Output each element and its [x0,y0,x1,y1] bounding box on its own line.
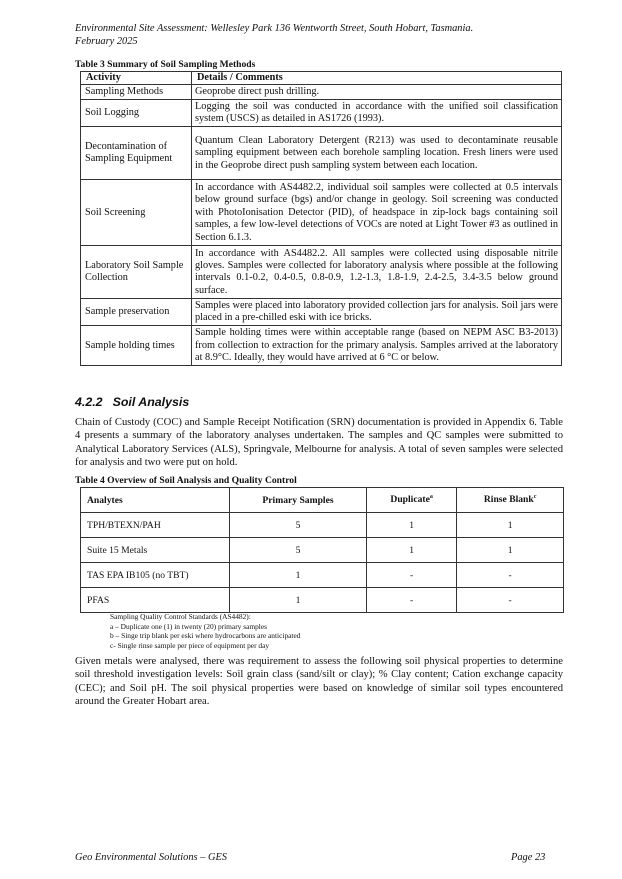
soil-analysis-table [80,487,564,613]
sampling-methods-table [80,71,562,366]
rinse-cell: - [457,588,564,613]
table-row [81,299,562,326]
primary-cell: 5 [230,538,367,563]
details-cell: Sample holding times were within acceptable range (based on NEPM ASC B3-2013) from collection to extraction for the primary analysis. Samples arrived at the laboratory at 8.9°C. Ideally, they would have arrived at 6 °C or below. [192,326,562,366]
details-cell: In accordance with AS4482.2, individual soil samples were collected at 0.5 intervals below ground surface (bgs) and/or change in geology. Soil screening was conducted with PhotoIonisation Detector (PID), of headspace in zip-lock bags containing soil samples, a few low-level detections of VOCs are noted at Light Tower #3 as outlined in Section 6.1.3. [192,180,562,246]
table-row [81,588,564,613]
table-row [81,538,564,563]
activity-cell: Decontamination of Sampling Equipment [81,127,192,180]
table-row [81,85,562,100]
details-cell: Geoprobe direct push drilling. [192,85,562,100]
table-row [81,127,562,180]
details-cell: Logging the soil was conducted in accordance with the unified soil classification system (USCS) as detailed in AS1726 (1993). [192,100,562,127]
column-header-duplicate [367,488,457,513]
activity-cell: Laboratory Soil Sample Collection [81,246,192,299]
intro-paragraph: Chain of Custody (COC) and Sample Receipt Notification (SRN) documentation is provided in Appendix 6. Table 4 presents a summary of the laboratory analyses undertaken. The samples and QC samples were submitted to Analytical Laboratory Services (ALS), Springvale, Melbourne for analysis. A total of seven samples were selected for analysis and two were put on hold. [75,417,563,468]
activity-cell: Soil Logging [81,100,192,127]
table-header-row [81,488,564,513]
table-header-row [81,72,562,85]
primary-cell: 1 [230,563,367,588]
duplicate-cell: - [367,588,457,613]
table-row [81,100,562,127]
duplicate-label: Duplicate [390,494,430,506]
rinse-footnote-marker: c [533,494,537,501]
rinse-cell: 1 [457,538,564,563]
page-header [75,22,555,48]
rinse-label: Rinse Blank [483,494,534,506]
activity-cell: Sampling Methods [81,85,192,100]
metals-paragraph: Given metals were analysed, there was requirement to assess the following soil physical properties to determine soil threshold investigation levels: Soil grain class (sand/silt or clay); % Clay content; Cation exchange capacity (CEC); and Soil pH. The soil physical properties were based on knowledge of similar soil types encountered around the Greater Hobart area. [75,656,563,707]
table3-caption: Table 3 Summary of Soil Sampling Methods [75,59,256,70]
column-header-activity: Activity [81,72,192,85]
section-number: 4.2.2 [75,395,103,409]
activity-cell: Sample holding times [81,326,192,366]
table-row [81,513,564,538]
rinse-cell: - [457,563,564,588]
table-row [81,326,562,366]
column-header-analytes: Analytes [81,488,230,513]
footer-company: Geo Environmental Solutions – GES [75,852,227,863]
note-line: Sampling Quality Control Standards (AS4482): [110,612,251,621]
primary-cell: 1 [230,588,367,613]
duplicate-cell: - [367,563,457,588]
table4-caption: Table 4 Overview of Soil Analysis and Quality Control [75,475,297,486]
details-cell: Quantum Clean Laboratory Detergent (R213) was used to decontaminate reusable sampling equipment between each borehole sampling location. Fresh liners were used in the Geoprobe direct push sampling system between each location. [192,127,562,180]
column-header-rinse [457,488,564,513]
primary-cell: 5 [230,513,367,538]
analyte-cell: TAS EPA IB105 (no TBT) [81,563,230,588]
column-header-details: Details / Comments [192,72,562,85]
note-line: a – Duplicate one (1) in twenty (20) primary samples [110,621,268,631]
details-cell: Samples were placed into laboratory provided collection jars for analysis. Soil jars were placed in a pre-chilled eski with ice bricks. [192,299,562,326]
details-cell: In accordance with AS4482.2. All samples were collected using disposable nitrile gloves. Samples were collected for laboratory analysis where possible at the following intervals 0.1-0.2, 0.4-0.5, 0.8-0.9, 1.2-1.3, 1.8-1.9, 2.4-2.5, 3.4-3.5 below ground surface. [192,246,562,299]
duplicate-footnote-marker: a [429,494,433,501]
header-title: Environmental Site Assessment: Wellesley Park 136 Wentworth Street, South Hobart, Tasmania. [75,23,474,34]
activity-cell: Sample preservation [81,299,192,326]
duplicate-cell: 1 [367,513,457,538]
analyte-cell: PFAS [81,588,230,613]
header-date: February 2025 [75,36,138,47]
table-row [81,246,562,299]
duplicate-cell: 1 [367,538,457,563]
column-header-primary: Primary Samples [230,488,367,513]
analyte-cell: TPH/BTEXN/PAH [81,513,230,538]
section-heading [75,395,189,409]
table4-notes [110,612,300,650]
footer-page-number: Page 23 [511,852,546,863]
table-row [81,180,562,246]
activity-cell: Soil Screening [81,180,192,246]
note-line: b – Singe trip blank per eski where hydrocarbons are anticipated [110,631,301,641]
note-line: c- Single rinse sample per piece of equipment per day [110,640,270,650]
rinse-cell: 1 [457,513,564,538]
table-row [81,563,564,588]
section-title: Soil Analysis [112,395,190,409]
analyte-cell: Suite 15 Metals [81,538,230,563]
